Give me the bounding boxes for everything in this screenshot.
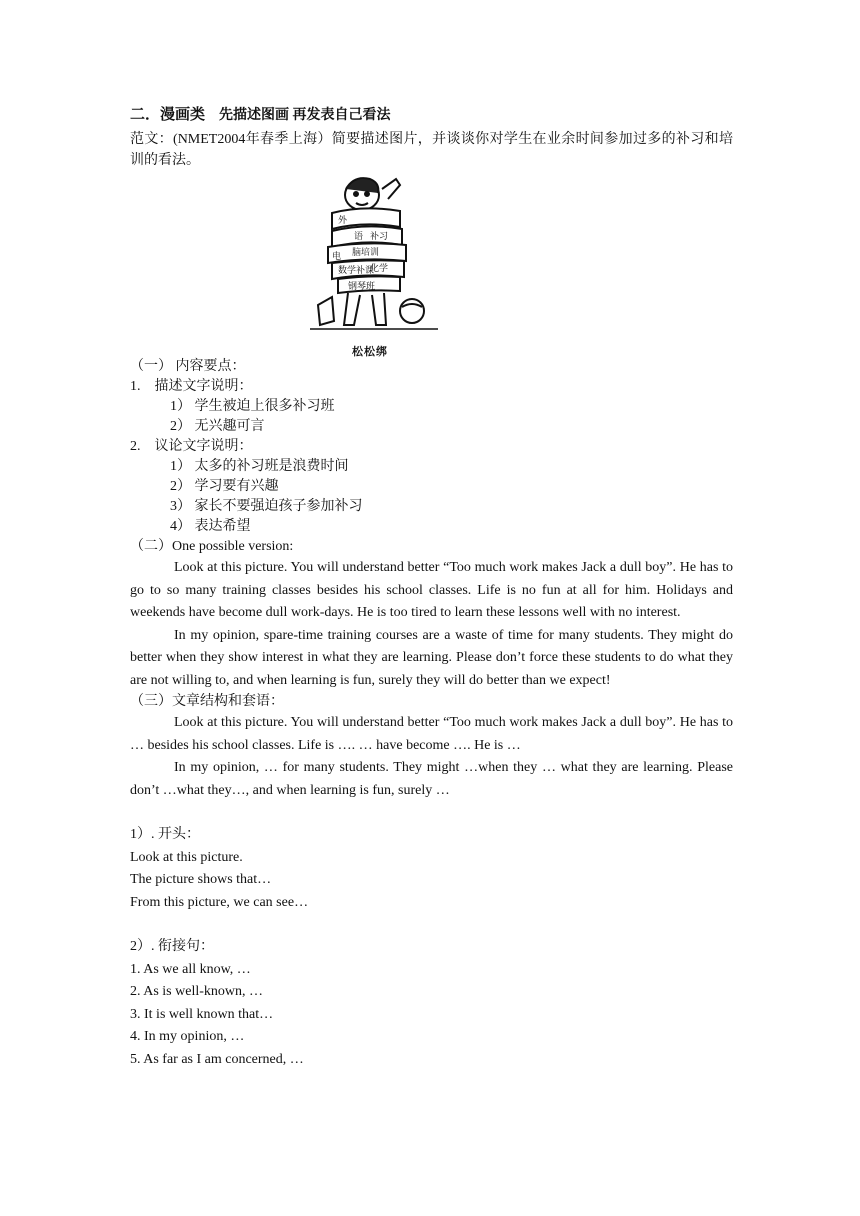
heading-title: 二．漫画类 — [130, 107, 206, 123]
template-paragraph: In my opinion, … for many students. They might …when they … what they are learning. Please don’t …what they…, and when learning is fun, surely … — [130, 760, 733, 798]
cartoon-label: 外 — [338, 216, 348, 226]
list-item: 3） 家长不要强迫孩子参加补习 — [170, 499, 363, 514]
essay-paragraph: Look at this picture. You will understand better “Too much work makes Jack a dull boy”. He has to go to so many training classes besides his school classes. Life is no fun at all for him. Holidays and weekends have become dull work-days. He is too tired to learn these lessons well with no interest. — [130, 560, 733, 620]
phrase-item: 1. As we all know, … — [130, 961, 251, 977]
template-paragraph: Look at this picture. You will understand better “Too much work makes Jack a dull boy”. He has to … besides his school classes. Life is …. … have become …. He is … — [130, 715, 733, 753]
heading-subtitle: 先描述图画 再发表自己看法 — [219, 108, 391, 123]
list-item: 2） 无兴趣可言 — [170, 419, 265, 434]
cartoon-figure — [130, 175, 733, 357]
phrase-item: Look at this picture. — [130, 849, 243, 865]
intro-text: 范文：(NMET2004年春季上海）简要描述图片，并谈谈你对学生在业余时间参加过多的补习和培训的看法。 — [130, 132, 733, 168]
phrase-item: 5. As far as I am concerned, … — [130, 1051, 304, 1067]
cartoon-label: 化学 — [370, 264, 389, 274]
point-title: 1. 描述文字说明： — [130, 379, 253, 394]
list-item: 2） 学习要有兴趣 — [170, 479, 279, 494]
point-title: 2. 议论文字说明： — [130, 439, 253, 454]
cartoon-caption: 松松绑 — [352, 345, 388, 358]
cartoon-label: 数学补课 — [338, 266, 375, 276]
document-page — [130, 104, 733, 1071]
cartoon-label: 钢琴班 — [348, 282, 376, 292]
cartoon-label: 补习 — [370, 232, 389, 242]
phrase-item: 3. It is well known that… — [130, 1006, 274, 1022]
phrase-item: 2. As is well-known, … — [130, 984, 263, 999]
phrase-item: 4. In my opinion, … — [130, 1029, 245, 1044]
cartoon-label: 语 — [354, 232, 364, 242]
section-title: （三）文章结构和套语： — [130, 694, 284, 709]
section-title: （一） 内容要点： — [130, 359, 246, 374]
cartoon-label: 脑培训 — [352, 248, 380, 258]
phrase-item: From this picture, we can see… — [130, 894, 309, 910]
essay-paragraph: In my opinion, spare-time training courses are a waste of time for many students. They might do better when they show interest in what they are learning. Please don’t force these students to do what they are not willing to, and when learning is fun, surely they will do better than we expect! — [130, 627, 733, 688]
list-item: 4） 表达希望 — [170, 519, 251, 534]
list-item: 1） 太多的补习班是浪费时间 — [170, 459, 349, 474]
phrase-item: The picture shows that… — [130, 872, 272, 887]
cartoon-label: 电 — [332, 252, 342, 262]
section-title: （二）One possible version: — [130, 539, 294, 554]
transitions-title: 2）. 衔接句： — [130, 939, 214, 954]
section-heading — [130, 104, 733, 127]
list-item: 1） 学生被迫上很多补习班 — [170, 399, 335, 414]
openings-title: 1）. 开头： — [130, 827, 200, 842]
cartoon-illustration — [304, 175, 444, 335]
